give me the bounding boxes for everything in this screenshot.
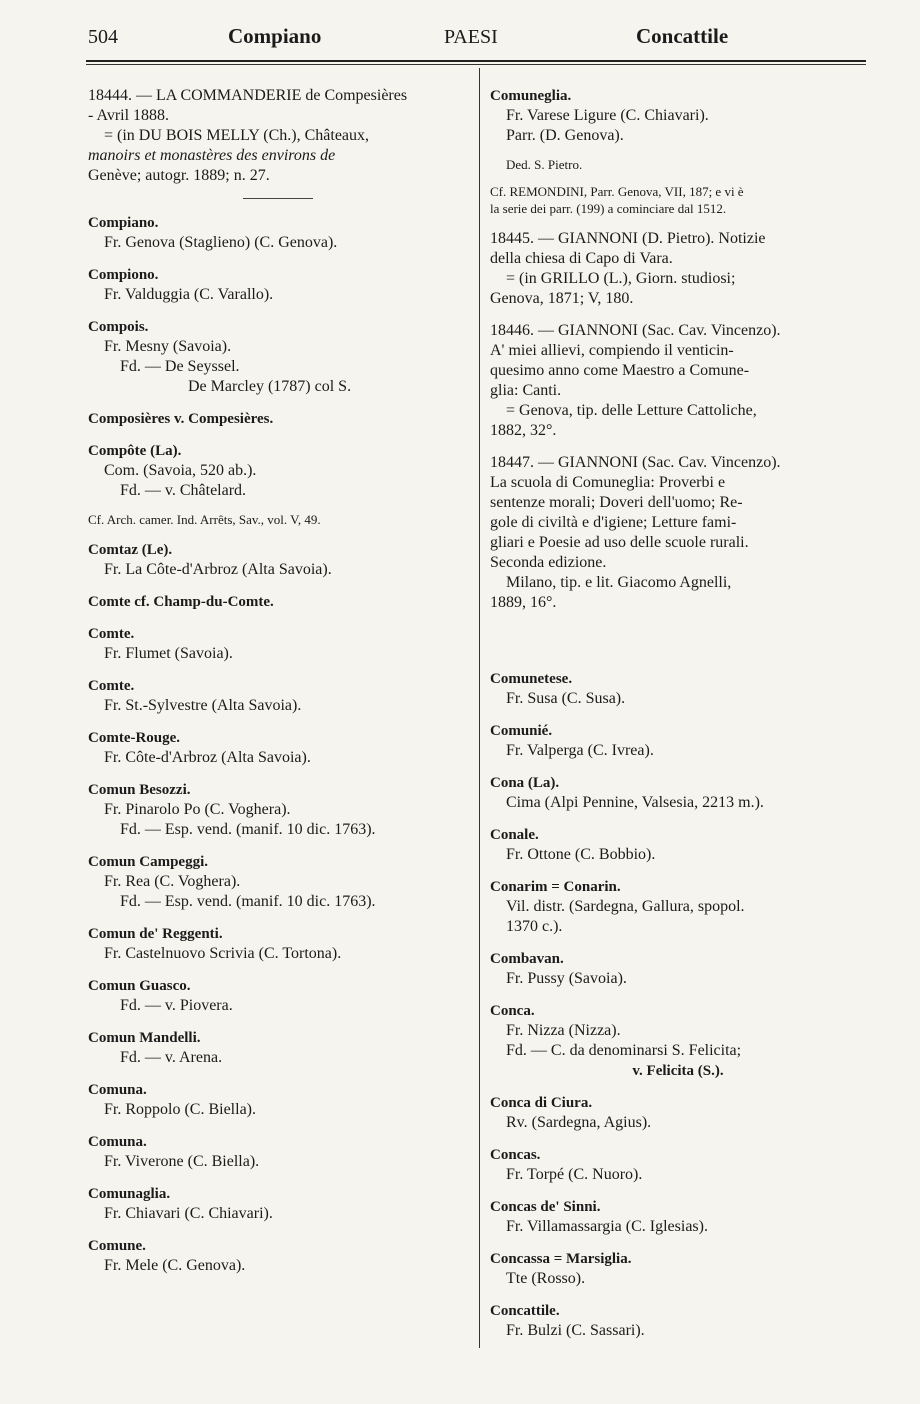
- left-column: [88, 86, 470, 1288]
- entry-heading: Comunié.: [490, 723, 553, 739]
- separator-rule: [243, 198, 313, 199]
- gazetteer-entry: Comte. Fr. St.-Sylvestre (Alta Savoia).: [88, 676, 470, 716]
- entry-heading: Conca.: [490, 1003, 535, 1019]
- entry-heading: Comte.: [88, 678, 135, 694]
- entry-heading: Cona (La).: [490, 775, 560, 791]
- bibliography-entry-18444: 18444. — LA COMMANDERIE de Compesières - Avril 1888. = (in DU BOIS MELLY (Ch.), Châteaux, manoirs et monastères des environs de Genève; autogr. 1889; n. 27.: [88, 87, 408, 184]
- header-rule-thin: [86, 64, 866, 65]
- entry-heading: Comte-Rouge.: [88, 730, 181, 746]
- gazetteer-entry: Conca di Ciura. Rv. (Sardegna, Agius).: [490, 1093, 866, 1133]
- entry-heading: Conale.: [490, 827, 539, 843]
- running-head-left: Compiano: [228, 24, 322, 48]
- gazetteer-entry: Comuneglia. Fr. Varese Ligure (C. Chiavari). Parr. (D. Genova). Ded. S. Pietro. Cf. REMONDINI, Parr. Genova, VII, 187; e vi è la serie dei parr. (199) a cominciare dal 1512.: [490, 86, 866, 217]
- gazetteer-entry: [88, 409, 470, 429]
- running-head-center: PAESI: [444, 26, 498, 48]
- gazetteer-entry: Concas. Fr. Torpé (C. Nuoro).: [490, 1145, 866, 1185]
- right-column: [490, 86, 866, 1353]
- entry-heading: Concas.: [490, 1147, 541, 1163]
- gazetteer-entry: Combavan. Fr. Pussy (Savoia).: [490, 949, 866, 989]
- entry-heading: Concas de' Sinni.: [490, 1199, 601, 1215]
- entry-heading: Comun Mandelli.: [88, 1030, 201, 1046]
- entry-heading: Compiano.: [88, 215, 159, 231]
- gazetteer-entry: Comuna. Fr. Roppolo (C. Biella).: [88, 1080, 470, 1120]
- gazetteer-entry: Comun de' Reggenti. Fr. Castelnuovo Scrivia (C. Tortona).: [88, 924, 470, 964]
- entry-heading: Comun de' Reggenti.: [88, 926, 223, 942]
- gazetteer-entry: Concattile. Fr. Bulzi (C. Sassari).: [490, 1301, 866, 1341]
- entry-heading: Comuna.: [88, 1134, 147, 1150]
- entry-heading: Comuna.: [88, 1082, 147, 1098]
- header-rule: [86, 60, 866, 62]
- entry-heading: Conarim = Conarin.: [490, 879, 621, 895]
- gazetteer-entry: Conca. Fr. Nizza (Nizza). Fd. — C. da denominarsi S. Felicita; v. Felicita (S.).: [490, 1001, 866, 1081]
- gazetteer-entry: Concas de' Sinni. Fr. Villamassargia (C. Iglesias).: [490, 1197, 866, 1237]
- gazetteer-entry: Comte. Fr. Flumet (Savoia).: [88, 624, 470, 664]
- bibliography-entry-18445: 18445. — GIANNONI (D. Pietro). Notizie della chiesa di Capo di Vara. = (in GRILLO (L.), Giorn. studiosi; Genova, 1871; V, 180.: [490, 230, 766, 307]
- gazetteer-entry: Compois. Fr. Mesny (Savoia). Fd. — De Seyssel. De Marcley (1787) col S.: [88, 317, 470, 397]
- entry-heading: Comunetese.: [490, 671, 573, 687]
- gazetteer-entry: Comunaglia. Fr. Chiavari (C. Chiavari).: [88, 1184, 470, 1224]
- gazetteer-entry: Comun Mandelli. Fd. — v. Arena.: [88, 1028, 470, 1068]
- entry-heading: Comun Campeggi.: [88, 854, 209, 870]
- bibliography-entry-18446: 18446. — GIANNONI (Sac. Cav. Vincenzo). A' miei allievi, compiendo il venticin- quesimo anno come Maestro a Comune- glia: Canti. = Genova, tip. delle Letture Cattoliche, 1882, 32°.: [490, 322, 781, 439]
- page-number: 504: [88, 26, 118, 48]
- entry-heading: Comte cf. Champ-du-Comte.: [88, 594, 274, 610]
- entry-heading: Compois.: [88, 319, 149, 335]
- gazetteer-entry: Conarim = Conarin. Vil. distr. (Sardegna, Gallura, spopol. 1370 c.).: [490, 877, 866, 937]
- entry-heading: Comuneglia.: [490, 88, 572, 104]
- column-divider: [479, 68, 480, 1348]
- entry-heading: Combavan.: [490, 951, 564, 967]
- entry-heading: Comune.: [88, 1238, 146, 1254]
- entry-heading: Concassa = Marsiglia.: [490, 1251, 632, 1267]
- entry-heading: Compiono.: [88, 267, 159, 283]
- gazetteer-entry: Comtaz (Le). Fr. La Côte-d'Arbroz (Alta Savoia).: [88, 540, 470, 580]
- entry-heading: Conca di Ciura.: [490, 1095, 593, 1111]
- entry-heading: Comunaglia.: [88, 1186, 171, 1202]
- gazetteer-entry: Comunetese. Fr. Susa (C. Susa).: [490, 669, 866, 709]
- entry-heading: Concattile.: [490, 1303, 560, 1319]
- bibliography-entry-18447: 18447. — GIANNONI (Sac. Cav. Vincenzo). La scuola di Comuneglia: Proverbi e sentenze morali; Doveri dell'uomo; Re- gole di civiltà e d'igiene; Letture fami- gliari e Poesie ad uso delle scuole rurali. Seconda edizione. Milano, tip. e lit. Giacomo Agnelli, 1889, 16°.: [490, 454, 781, 611]
- gazetteer-entry: [88, 592, 470, 612]
- gazetteer-entry: Compôte (La). Com. (Savoia, 520 ab.). Fd. — v. Châtelard. Cf. Arch. camer. Ind. Arrêts, Sav., vol. V, 49.: [88, 441, 470, 528]
- gazetteer-entry: Comune. Fr. Mele (C. Genova).: [88, 1236, 470, 1276]
- gazetteer-entry: Cona (La). Cima (Alpi Pennine, Valsesia, 2213 m.).: [490, 773, 866, 813]
- gazetteer-entry: Comuna. Fr. Viverone (C. Biella).: [88, 1132, 470, 1172]
- gazetteer-entry: Concassa = Marsiglia. Tte (Rosso).: [490, 1249, 866, 1289]
- entry-heading: Comun Besozzi.: [88, 782, 191, 798]
- gazetteer-entry: Comunié. Fr. Valperga (C. Ivrea).: [490, 721, 866, 761]
- gazetteer-entry: Comte-Rouge. Fr. Côte-d'Arbroz (Alta Savoia).: [88, 728, 470, 768]
- entry-heading: Comte.: [88, 626, 135, 642]
- gazetteer-entry: Conale. Fr. Ottone (C. Bobbio).: [490, 825, 866, 865]
- gazetteer-entry: Comun Besozzi. Fr. Pinarolo Po (C. Voghera). Fd. — Esp. vend. (manif. 10 dic. 1763).: [88, 780, 470, 840]
- gazetteer-entry: Comun Guasco. Fd. — v. Piovera.: [88, 976, 470, 1016]
- running-head-right: Concattile: [636, 24, 729, 48]
- entry-heading: Compôte (La).: [88, 443, 182, 459]
- gazetteer-entry: Compiono. Fr. Valduggia (C. Varallo).: [88, 265, 470, 305]
- running-head: [0, 0, 920, 60]
- gazetteer-entry: Comun Campeggi. Fr. Rea (C. Voghera). Fd. — Esp. vend. (manif. 10 dic. 1763).: [88, 852, 470, 912]
- gazetteer-entry: Compiano. Fr. Genova (Staglieno) (C. Genova).: [88, 213, 470, 253]
- entry-heading: Comtaz (Le).: [88, 542, 173, 558]
- entry-heading: Comun Guasco.: [88, 978, 191, 994]
- entry-heading: Composières v. Compesières.: [88, 411, 274, 427]
